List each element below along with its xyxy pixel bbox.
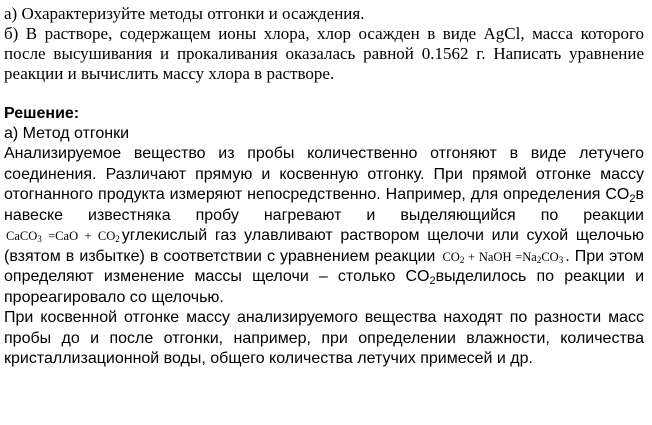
reaction1-lhs: CaCO — [6, 229, 38, 243]
spacer — [4, 84, 644, 104]
reaction2-a-subscript: 2 — [459, 254, 465, 265]
question-part-b: б) В растворе, содержащем ионы хлора, хлор осажден в виде AgCl, масса которого после высушивания и прокаливания оказалась равной 0.1562 г. Написать уравнение реакции и вычислить массу хлора в растворе. — [4, 24, 644, 83]
reaction2-a: CO — [442, 249, 460, 264]
reaction1-rhs-subscript: 2 — [115, 234, 120, 244]
p1-text-b: в навеске известняка пробу нагревают и выделяющийся по реакции — [4, 186, 644, 224]
solution-paragraph-1 — [4, 144, 644, 308]
solution-paragraph-2: При косвенной отгонке массу анализируемого вещества находят по разности масс пробы до и после отгонки, например, при определении влажности, количества кристаллизационной воды, общего количества летучих примесей и др. — [4, 309, 644, 367]
reaction2-b-subscript: 2 — [536, 254, 542, 265]
solution-heading: Решение: — [4, 105, 80, 122]
reaction2-b: + NaOH =Na — [464, 249, 537, 264]
reaction2-c-subscript: 3 — [558, 254, 564, 265]
reaction-equation-1 — [4, 229, 122, 243]
p1-text-d: . При этом определяют изменение массы щелочи – столько CO — [4, 247, 644, 285]
p1-text-c: углекислый газ улавливают раствором щелочи или сухой щелочью (взятом в избытке) в соответствии с уравнением реакции — [4, 227, 644, 265]
reaction1-rhs: =CaO + CO — [41, 229, 116, 243]
reaction-equation-2 — [440, 250, 565, 264]
question-part-a: а) Охарактеризуйте методы отгонки и осаждения. — [4, 4, 365, 23]
solution-subheading: а) Метод отгонки — [4, 125, 130, 142]
p1-text-a: Анализируемое вещество из пробы количественно отгоняют в виде летучего соединения. Различают прямую и косвенную отгонку. При прямой отгонке массу отогнанного продукта измеряют непосредственно. Например, для определения CO — [4, 145, 644, 203]
p1-subscript-1: 2 — [629, 193, 636, 205]
p1-text-e: выделилось по реакции и прореагировало со щелочью. — [4, 268, 645, 306]
p1-subscript-2: 2 — [429, 275, 436, 287]
reaction2-c: CO — [541, 249, 559, 264]
reaction1-lhs-subscript: 3 — [37, 234, 42, 244]
